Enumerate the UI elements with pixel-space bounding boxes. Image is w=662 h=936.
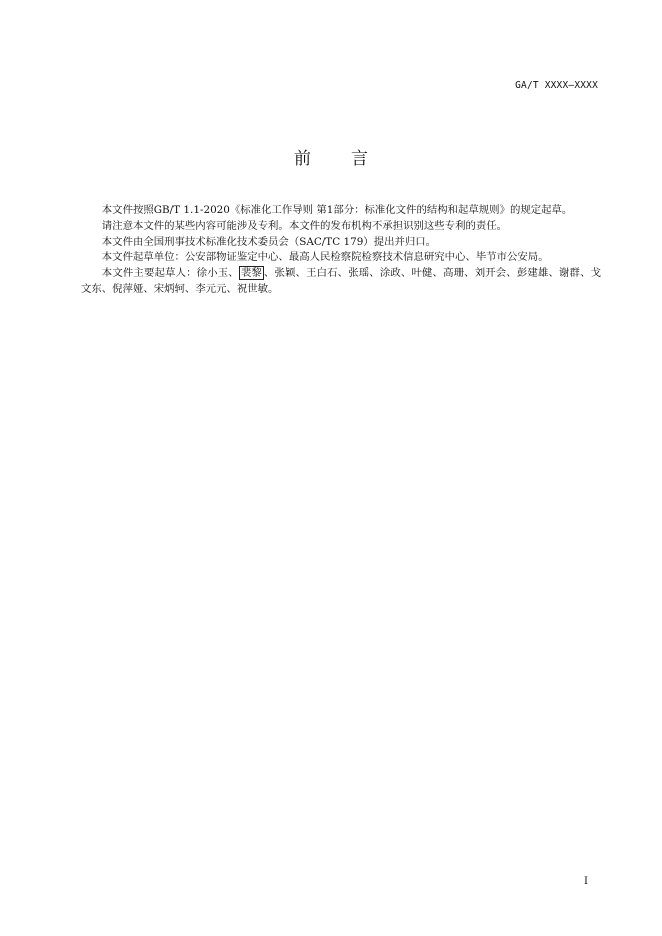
- highlighted-drafter-name: 裴黎: [240, 267, 262, 280]
- paragraph-proposer: 本文件由全国刑事技术标准化技术委员会（SAC/TC 179）提出并归口。: [101, 235, 437, 248]
- title-char-2: 言: [351, 149, 368, 169]
- drafters-suffix: 、张颖、王白石、张瑶、涂政、叶健、高珊、刘开会、彭建雄、谢群、戈文东、倪萍娅、宋炳轲、李元元、祝世敏。: [81, 267, 602, 295]
- paragraph-drafting-units: 本文件起草单位：公安部物证鉴定中心、最高人民检察院检察技术信息研究中心、毕节市公安局。: [101, 251, 549, 264]
- page-title: [0, 144, 662, 169]
- paragraph-drafters: [81, 266, 601, 298]
- drafters-prefix: 本文件主要起草人：徐小玉、: [101, 267, 239, 280]
- page-number: I: [584, 876, 588, 887]
- paragraph-drafting-rules: 本文件按照GB/T 1.1-2020《标准化工作导则 第1部分：标准化文件的结构和起草规则》的规定起草。: [101, 204, 573, 216]
- document-code: GA/T XXXX—XXXX: [515, 80, 598, 91]
- title-char-1: 前: [294, 149, 311, 169]
- foreword-body: [81, 203, 601, 298]
- paragraph-patent-notice: 请注意本文件的某些内容可能涉及专利。本文件的发布机构不承担识别这些专利的责任。: [101, 219, 508, 232]
